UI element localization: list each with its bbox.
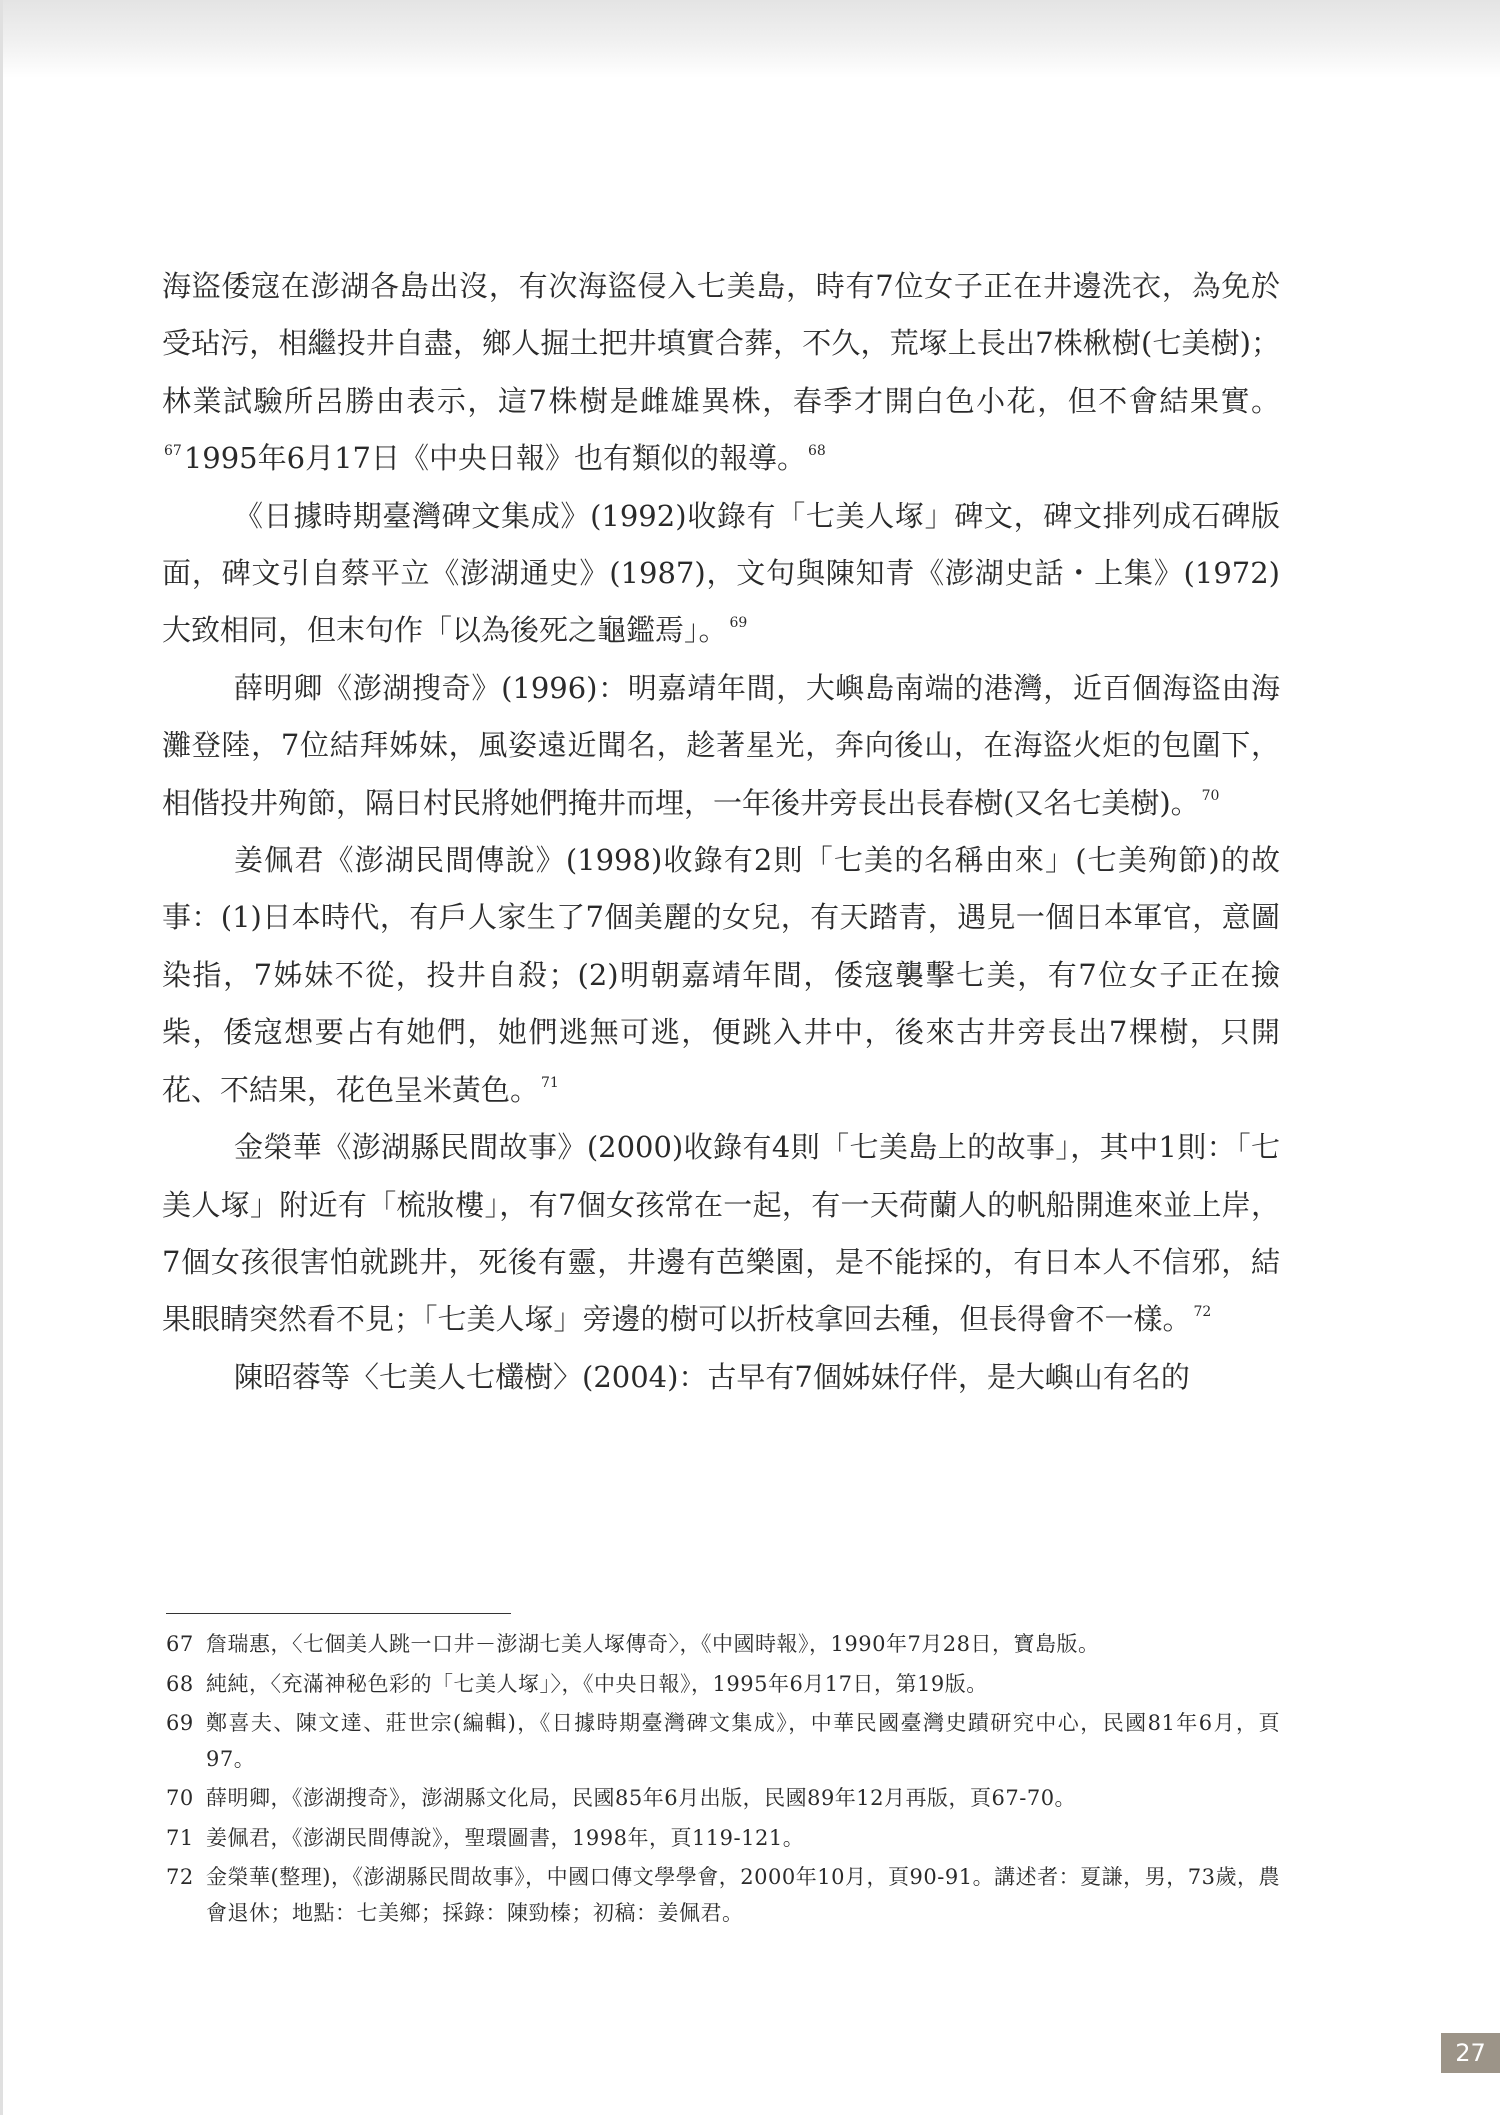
footnotes (166, 1627, 1280, 1931)
footnote-item (166, 1781, 1280, 1817)
footnote-text: 詹瑞惠，〈七個美人跳一口井－澎湖七美人塚傳奇〉，《中國時報》，1990年7月28日，寶島版。 (206, 1632, 1100, 1656)
footnote-item (166, 1627, 1280, 1663)
footnote-reference[interactable]: 70 (1201, 787, 1220, 804)
paragraph-text: 金榮華《澎湖縣民間故事》(2000)收錄有4則「七美島上的故事」，其中1則：「七美人塚」附近有「梳妝樓」，有7個女孩常在一起，有一天荷蘭人的帆船開進來並上岸，7個女孩很害怕就跳井，死後有靈，井邊有芭樂園，是不能採的，有日本人不信邪，結果眼睛突然看不見；「七美人塚」旁邊的樹可以折枝拿回去種，但長得會不一樣。 (162, 1130, 1280, 1337)
footnote-text: 鄭喜夫、陳文達、莊世宗(編輯)，《日據時期臺灣碑文集成》，中華民國臺灣史蹟研究中心，民國81年6月，頁97。 (206, 1711, 1280, 1771)
footnote-text: 姜佩君，《澎湖民間傳說》，聖環圖書，1998年，頁119-121。 (206, 1825, 805, 1850)
footnote-item (166, 1860, 1280, 1931)
footnote-text: 金榮華(整理)，《澎湖縣民間故事》，中國口傳文學學會，2000年10月，頁90-91。講述者：夏謙，男，73歲，農會退休；地點：七美鄉；採錄：陳勁榛；初稿：姜佩君。 (206, 1865, 1280, 1925)
footnote-reference[interactable]: 67 (164, 443, 182, 460)
scan-left-edge (0, 0, 3, 2115)
paragraph-text: 海盜倭寇在澎湖各島出沒，有次海盜侵入七美島，時有7位女子正在井邊洗衣，為免於受玷污，相繼投井自盡，鄉人掘土把井填實合葬，不久，荒塚上長出7株楸樹(七美樹)；林業試驗所呂勝由表示，這7株樹是雌雄異株，春季才開白色小花，但不會結果實。 (162, 269, 1280, 418)
footnote-separator (166, 1613, 511, 1614)
footnote-reference[interactable]: 69 (729, 615, 748, 632)
body-paragraph (162, 832, 1280, 1119)
paragraph-text: 薛明卿《澎湖搜奇》(1996)：明嘉靖年間，大嶼島南端的港灣，近百個海盜由海灘登陸，7位結拜姊妹，風姿遠近聞名，趁著星光，奔向後山，在海盜火炬的包圍下，相偕投井殉節，隔日村民將她們掩井而埋，一年後井旁長出長春樹(又名七美樹)。 (162, 670, 1280, 820)
paragraph-text: 陳昭蓉等〈七美人七欉樹〉(2004)：古早有7個姊妹仔伴，是大嶼山有名的 (234, 1359, 1190, 1394)
footnote-text: 薛明卿，《澎湖搜奇》，澎湖縣文化局，民國85年6月出版，民國89年12月再版，頁67-70。 (206, 1786, 1077, 1810)
main-body-text (162, 258, 1280, 1406)
footnote-reference[interactable]: 68 (807, 443, 826, 460)
body-paragraph (162, 258, 1280, 488)
scan-top-shadow (0, 0, 1500, 78)
footnote-number: 68 (166, 1671, 194, 1696)
footnote-item (166, 1667, 1280, 1703)
body-paragraph (162, 488, 1280, 660)
footnote-number: 70 (166, 1786, 194, 1810)
footnote-reference[interactable]: 71 (541, 1074, 559, 1091)
footnote-number: 67 (166, 1632, 194, 1656)
footnote-item (166, 1821, 1280, 1857)
footnote-number: 71 (166, 1825, 194, 1850)
page-number: 27 (1455, 2039, 1486, 2067)
body-paragraph (162, 1119, 1280, 1349)
paragraph-text: 1995年6月17日《中央日報》也有類似的報導。 (183, 441, 806, 476)
footnote-text: 純純，〈充滿神秘色彩的「七美人塚」〉，《中央日報》，1995年6月17日，第19版。 (206, 1671, 988, 1696)
footnote-number: 69 (166, 1711, 194, 1735)
page-number-badge (1441, 2033, 1500, 2073)
body-paragraph (162, 1349, 1280, 1406)
footnote-item (166, 1706, 1280, 1777)
body-paragraph (162, 660, 1280, 832)
footnote-reference[interactable]: 72 (1193, 1304, 1212, 1321)
paragraph-text: 姜佩君《澎湖民間傳說》(1998)收錄有2則「七美的名稱由來」(七美殉節)的故事：(1)日本時代，有戶人家生了7個美麗的女兒，有天踏青，遇見一個日本軍官，意圖染指，7姊妹不從，投井自殺；(2)明朝嘉靖年間，倭寇襲擊七美，有7位女子正在撿柴，倭寇想要占有她們，她們逃無可逃，便跳入井中，後來古井旁長出7棵樹，只開花、不結果，花色呈米黃色。 (162, 843, 1280, 1107)
footnote-number: 72 (166, 1865, 194, 1889)
paragraph-text: 《日據時期臺灣碑文集成》(1992)收錄有「七美人塚」碑文，碑文排列成石碑版面，碑文引自蔡平立《澎湖通史》(1987)，文句與陳知青《澎湖史話・上集》(1972)大致相同，但末句作「以為後死之龜鑑焉」。 (162, 498, 1280, 648)
